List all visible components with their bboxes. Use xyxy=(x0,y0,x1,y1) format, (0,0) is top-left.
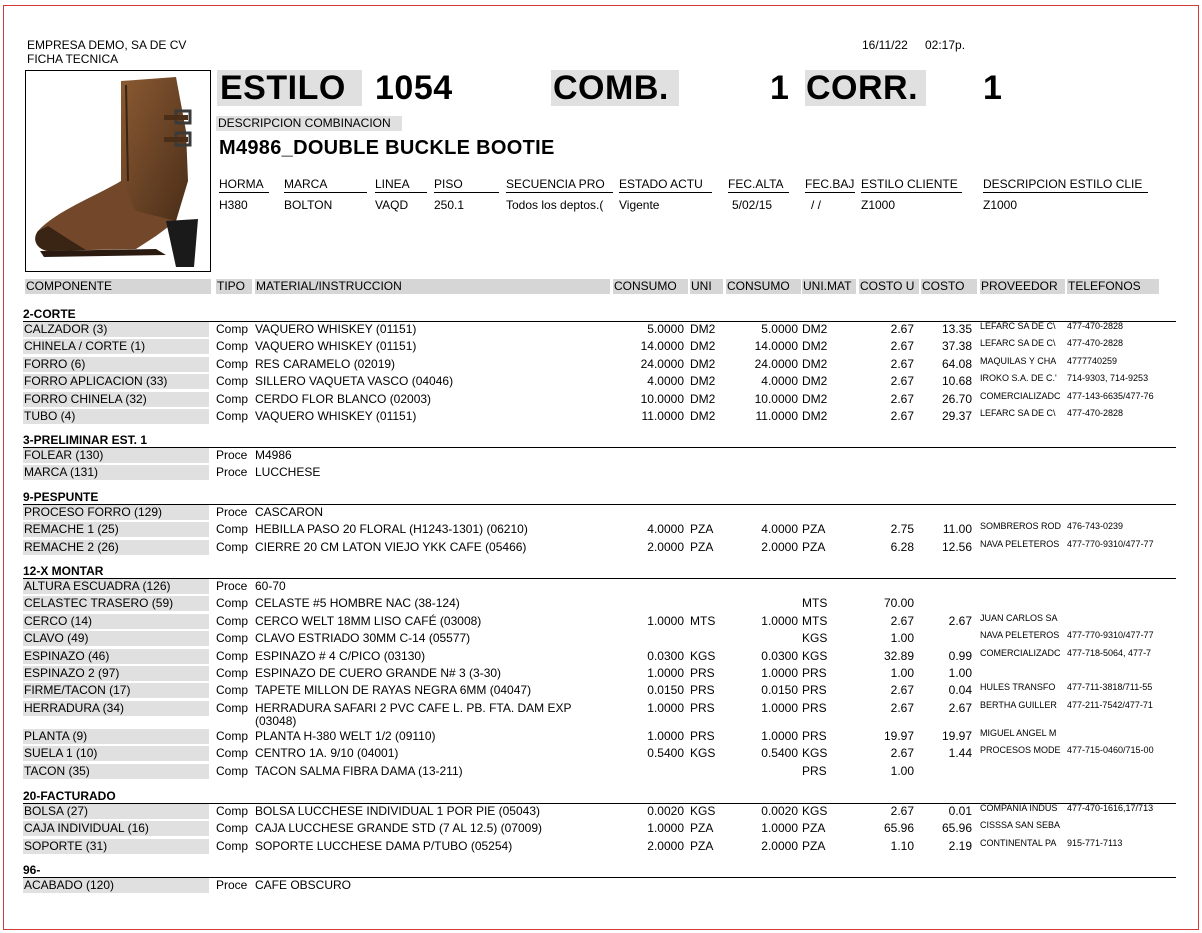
cell-c2: 11.0000 xyxy=(755,409,798,423)
column-header: COSTO U xyxy=(859,279,919,294)
cell-u1: KGS xyxy=(690,746,716,761)
cell-u1: MTS xyxy=(690,613,716,628)
cell-tipo: Proce xyxy=(216,448,248,462)
cell-c1: 5.0000 xyxy=(647,322,684,336)
description-label: DESCRIPCION COMBINACION xyxy=(216,116,402,131)
cell-cu: 1.00 xyxy=(890,666,914,680)
cell-c2: 2.0000 xyxy=(761,838,798,853)
cell-cu: 2.67 xyxy=(890,339,914,354)
cell-cu: 1.10 xyxy=(890,838,914,853)
cell-prov: LEFARC SA DE C\ xyxy=(980,338,1056,349)
cell-mat: CAFE OBSCURO xyxy=(255,878,352,892)
cell-u2: PZA xyxy=(802,838,826,853)
cell-prov: LEFARC SA DE C\ xyxy=(980,408,1056,418)
cell-co: 10.68 xyxy=(941,374,972,389)
cell-prov: NAVA PELETEROS xyxy=(980,538,1060,549)
info-value: Z1000 xyxy=(861,198,896,212)
cell-comp: BOLSA (27) xyxy=(23,804,209,819)
cell-tel: 477-770-9310/477-77 xyxy=(1067,630,1154,641)
cell-u2: DM2 xyxy=(802,339,828,354)
cell-co: 1.00 xyxy=(948,666,972,680)
info-header: SECUENCIA PRO xyxy=(506,177,613,193)
cell-c1: 0.5400 xyxy=(647,746,684,761)
cell-u2: PRS xyxy=(802,666,827,680)
cell-c2: 2.0000 xyxy=(761,539,798,554)
cell-tipo: Comp xyxy=(216,339,249,354)
cell-mat: CASCARON xyxy=(255,505,324,519)
cell-tipo: Proce xyxy=(216,579,248,593)
cell-tel: 477-470-2828 xyxy=(1067,338,1124,349)
cell-u1: DM2 xyxy=(690,409,716,423)
cell-tel: 477-470-2828 xyxy=(1067,321,1124,331)
column-header: TIPO xyxy=(216,279,252,294)
cell-comp: PROCESO FORRO (129) xyxy=(23,505,209,520)
cell-mat: TAPETE MILLON DE RAYAS NEGRA 6MM (04047) xyxy=(255,683,532,698)
cell-c1: 1.0000 xyxy=(647,666,684,680)
cell-c1: 14.0000 xyxy=(640,339,684,354)
cell-mat: CAJA LUCCHESE GRANDE STD (7 AL 12.5) (07009) xyxy=(255,821,542,836)
cell-c1: 2.0000 xyxy=(647,838,684,853)
cell-comp: MARCA (131) xyxy=(23,465,209,480)
estilo-label: ESTILO xyxy=(217,70,362,106)
cell-u2: KGS xyxy=(802,746,828,761)
cell-mat: TACON SALMA FIBRA DAMA (13-211) xyxy=(255,763,463,778)
cell-u1: KGS xyxy=(690,804,716,818)
cell-u2: PRS xyxy=(802,763,827,778)
cell-u1: DM2 xyxy=(690,391,716,406)
cell-co: 2.67 xyxy=(948,613,972,628)
info-value: Todos los deptos.( xyxy=(506,198,604,212)
cell-c2: 0.0150 xyxy=(761,683,798,698)
cell-mat: HERRADURA SAFARI 2 PVC CAFE L. PB. FTA. DAM EXP xyxy=(255,700,572,715)
cell-mat: ESPINAZO DE CUERO GRANDE N# 3 (3-30) xyxy=(255,666,502,680)
cell-mat: VAQUERO WHISKEY (01151) xyxy=(255,339,417,354)
cell-co: 64.08 xyxy=(941,356,972,371)
cell-mat: ESPINAZO # 4 C/PICO (03130) xyxy=(255,648,426,663)
cell-c2: 0.0020 xyxy=(761,804,798,818)
info-value: BOLTON xyxy=(284,198,333,212)
cell-prov: HULES TRANSFO xyxy=(980,682,1056,693)
cell-tipo: Comp xyxy=(216,700,249,715)
cell-u1: PZA xyxy=(690,522,714,537)
corr-label: CORR. xyxy=(805,70,926,106)
cell-u2: DM2 xyxy=(802,374,828,389)
info-value: Vigente xyxy=(619,198,660,212)
cell-u1: DM2 xyxy=(690,356,716,371)
cell-u2: PZA xyxy=(802,522,826,537)
cell-comp: FORRO CHINELA (32) xyxy=(23,392,209,407)
cell-tipo: Comp xyxy=(216,648,249,663)
info-header: FEC.BAJ xyxy=(805,177,855,191)
cell-u1: PRS xyxy=(690,728,715,743)
info-header: HORMA xyxy=(219,177,269,193)
description-value: M4986_DOUBLE BUCKLE BOOTIE xyxy=(219,137,555,159)
cell-u1: PZA xyxy=(690,539,714,554)
cell-co: 2.19 xyxy=(948,838,972,853)
cell-cu: 2.67 xyxy=(890,322,914,336)
cell-cu: 2.67 xyxy=(890,374,914,389)
cell-comp: ACABADO (120) xyxy=(23,878,209,893)
column-header: CONSUMO xyxy=(726,279,801,294)
cell-c2: 1.0000 xyxy=(761,666,798,680)
cell-u2: DM2 xyxy=(802,391,828,406)
cell-co: 11.00 xyxy=(942,522,972,537)
cell-prov: MAQUILAS Y CHA xyxy=(980,355,1057,366)
cell-comp: FIRME/TACON (17) xyxy=(23,683,209,698)
cell-tipo: Comp xyxy=(216,838,249,853)
cell-u2: KGS xyxy=(802,631,828,646)
cell-mat: CENTRO 1A. 9/10 (04001) xyxy=(255,746,399,761)
info-value: 5/02/15 xyxy=(732,198,773,212)
cell-comp: CAJA INDIVIDUAL (16) xyxy=(23,821,209,836)
column-header: UNI.MAT xyxy=(802,279,856,294)
info-value: 250.1 xyxy=(434,198,465,212)
column-header: CONSUMO xyxy=(613,279,688,294)
column-header: MATERIAL/INSTRUCCION xyxy=(255,279,610,294)
cell-prov: CISSSA SAN SEBA xyxy=(980,820,1061,831)
section-title: 3-PRELIMINAR EST. 1 xyxy=(23,433,148,447)
column-header: TELEFONOS xyxy=(1067,279,1159,294)
cell-comp: TACON (35) xyxy=(23,764,209,779)
cell-tipo: Comp xyxy=(216,631,249,646)
cell-mat: SOPORTE LUCCHESE DAMA P/TUBO (05254) xyxy=(255,838,513,853)
cell-prov: MIGUEL ANGEL M xyxy=(980,727,1057,738)
cell-u1: PZA xyxy=(690,838,714,853)
cell-prov: COMERCIALIZADC xyxy=(980,647,1061,658)
cell-tipo: Comp xyxy=(216,666,249,680)
cell-cu: 2.67 xyxy=(890,804,914,818)
cell-co: 19.97 xyxy=(941,728,972,743)
cell-comp: CELASTEC TRASERO (59) xyxy=(23,596,209,611)
cell-tipo: Comp xyxy=(216,596,249,611)
boot-image xyxy=(26,71,211,272)
cell-mat: M4986 xyxy=(255,448,292,462)
cell-mat: LUCCHESE xyxy=(255,465,321,480)
cell-co: 12.56 xyxy=(941,539,972,554)
report-time: 02:17p. xyxy=(925,38,966,52)
cell-mat: VAQUERO WHISKEY (01151) xyxy=(255,409,417,423)
cell-comp: SUELA 1 (10) xyxy=(23,746,209,761)
cell-tel: 477-470-1616,17/713 xyxy=(1067,803,1154,813)
cell-tipo: Comp xyxy=(216,746,249,761)
cell-co: 1.44 xyxy=(948,746,972,761)
cell-cu: 70.00 xyxy=(883,596,914,611)
cell-c1: 1.0000 xyxy=(647,821,684,836)
cell-tipo: Comp xyxy=(216,728,249,743)
cell-mat: SILLERO VAQUETA VASCO (04046) xyxy=(255,374,454,389)
cell-c2: 1.0000 xyxy=(761,821,798,836)
cell-mat: CELASTE #5 HOMBRE NAC (38-124) xyxy=(255,596,460,611)
cell-cu: 1.00 xyxy=(890,631,914,646)
cell-c1: 1.0000 xyxy=(647,700,684,715)
cell-c1: 0.0020 xyxy=(647,804,684,818)
cell-u1: PRS xyxy=(690,666,715,680)
cell-co: 2.67 xyxy=(948,700,972,715)
cell-tipo: Comp xyxy=(216,522,249,537)
info-value: Z1000 xyxy=(983,198,1018,212)
cell-tel: 477-715-0460/715-00 xyxy=(1067,745,1154,756)
cell-comp: CLAVO (49) xyxy=(23,631,209,646)
cell-comp: CERCO (14) xyxy=(23,614,209,629)
cell-comp: ALTURA ESCUADRA (126) xyxy=(23,579,209,594)
company-name: EMPRESA DEMO, SA DE CV xyxy=(27,38,187,52)
info-value: VAQD xyxy=(375,198,409,212)
cell-c1: 0.0300 xyxy=(647,648,684,663)
cell-tipo: Comp xyxy=(216,613,249,628)
comb-value: 1 xyxy=(770,69,790,107)
estilo-value: 1054 xyxy=(375,69,453,107)
column-header: PROVEEDOR xyxy=(980,279,1065,294)
cell-u2: PRS xyxy=(802,700,827,715)
cell-prov: SOMBREROS ROD xyxy=(980,521,1062,532)
cell-u2: MTS xyxy=(802,596,828,611)
cell-c2: 24.0000 xyxy=(754,356,798,371)
info-header: FEC.ALTA xyxy=(728,177,789,193)
cell-c1: 1.0000 xyxy=(647,728,684,743)
cell-tipo: Proce xyxy=(216,878,248,892)
cell-comp: ESPINAZO (46) xyxy=(23,649,209,664)
cell-cu: 1.00 xyxy=(890,763,914,778)
section-title: 20-FACTURADO xyxy=(23,789,116,803)
cell-tel: 4777740259 xyxy=(1067,355,1118,366)
cell-u2: PRS xyxy=(802,683,827,698)
cell-cu: 2.67 xyxy=(890,746,914,761)
cell-mat-continued: (03048) xyxy=(255,713,297,728)
info-value: / / xyxy=(811,198,822,212)
cell-c1: 10.0000 xyxy=(640,391,684,406)
cell-c1: 1.0000 xyxy=(647,613,684,628)
column-header: UNI xyxy=(690,279,723,294)
cell-prov: CONTINENTAL PA xyxy=(980,837,1057,848)
cell-tel: 477-770-9310/477-77 xyxy=(1067,538,1154,549)
cell-prov: BERTHA GUILLER xyxy=(980,699,1057,710)
cell-co: 0.01 xyxy=(948,804,972,818)
cell-cu: 2.67 xyxy=(890,409,914,423)
cell-tipo: Proce xyxy=(216,465,248,480)
info-value: H380 xyxy=(219,198,248,212)
cell-c2: 1.0000 xyxy=(761,613,798,628)
cell-mat: VAQUERO WHISKEY (01151) xyxy=(255,322,417,336)
cell-comp: SOPORTE (31) xyxy=(23,839,209,854)
section-title: 2-CORTE xyxy=(23,307,76,321)
cell-co: 29.37 xyxy=(941,409,972,423)
cell-cu: 6.28 xyxy=(890,539,914,554)
cell-u2: MTS xyxy=(802,613,828,628)
cell-prov: IROKO S.A. DE C.' xyxy=(980,373,1057,384)
cell-cu: 65.96 xyxy=(883,821,914,836)
cell-c2: 4.0000 xyxy=(761,522,798,537)
cell-mat: CIERRE 20 CM LATON VIEJO YKK CAFE (05466) xyxy=(255,539,527,554)
cell-mat: CERCO WELT 18MM LISO CAFÉ (03008) xyxy=(255,613,482,628)
cell-u1: DM2 xyxy=(690,374,716,389)
cell-u2: DM2 xyxy=(802,322,828,336)
cell-co: 65.96 xyxy=(941,821,972,836)
product-photo xyxy=(25,70,211,272)
cell-u1: DM2 xyxy=(690,339,716,354)
report-date: 16/11/22 xyxy=(862,38,908,52)
cell-tel: 477-470-2828 xyxy=(1067,408,1124,418)
cell-c2: 1.0000 xyxy=(761,728,798,743)
cell-comp: PLANTA (9) xyxy=(23,729,209,744)
cell-tel: 915-771-7113 xyxy=(1067,837,1123,848)
cell-tel: 477-143-6635/477-76 xyxy=(1067,390,1154,401)
cell-comp: REMACHE 2 (26) xyxy=(23,540,209,555)
cell-cu: 2.67 xyxy=(890,683,914,698)
cell-co: 0.99 xyxy=(948,648,972,663)
column-header: COSTO xyxy=(921,279,977,294)
cell-tel: 476-743-0239 xyxy=(1067,521,1124,532)
cell-u2: KGS xyxy=(802,804,828,818)
cell-u2: PZA xyxy=(802,821,826,836)
cell-tel: 477-718-5064, 477-7 xyxy=(1067,647,1152,658)
cell-tipo: Comp xyxy=(216,391,249,406)
cell-mat: HEBILLA PASO 20 FLORAL (H1243-1301) (06210) xyxy=(255,522,528,537)
cell-c1: 4.0000 xyxy=(647,522,684,537)
cell-u2: KGS xyxy=(802,648,828,663)
cell-comp: FOLEAR (130) xyxy=(23,448,209,463)
cell-comp: CALZADOR (3) xyxy=(23,322,209,337)
cell-comp: REMACHE 1 (25) xyxy=(23,522,209,537)
document-type: FICHA TECNICA xyxy=(27,52,119,66)
cell-u2: DM2 xyxy=(802,409,828,423)
cell-c2: 0.5400 xyxy=(761,746,798,761)
cell-mat: 60-70 xyxy=(255,579,286,593)
cell-cu: 2.67 xyxy=(890,391,914,406)
cell-mat: CERDO FLOR BLANCO (02003) xyxy=(255,391,432,406)
cell-co: 37.38 xyxy=(941,339,972,354)
cell-tel: 714-9303, 714-9253 xyxy=(1067,373,1149,384)
cell-tipo: Proce xyxy=(216,505,248,519)
cell-co: 13.35 xyxy=(941,322,972,336)
cell-c2: 0.0300 xyxy=(761,648,798,663)
cell-prov: COMPANIA INDUS xyxy=(980,803,1058,813)
cell-prov: NAVA PELETEROS xyxy=(980,630,1060,641)
info-header: DESCRIPCION ESTILO CLIE xyxy=(983,177,1148,193)
cell-cu: 19.97 xyxy=(883,728,914,743)
info-header: ESTADO ACTU xyxy=(619,177,712,193)
section-title: 9-PESPUNTE xyxy=(23,490,99,504)
cell-mat: CLAVO ESTRIADO 30MM C-14 (05577) xyxy=(255,631,471,646)
cell-tel: 477-211-7542/477-71 xyxy=(1067,699,1153,710)
cell-comp: HERRADURA (34) xyxy=(23,701,209,716)
cell-prov: COMERCIALIZADC xyxy=(980,390,1061,401)
section-title: 12-X MONTAR xyxy=(23,564,104,578)
cell-u2: PZA xyxy=(802,539,826,554)
comb-label: COMB. xyxy=(551,70,679,106)
cell-c1: 11.0000 xyxy=(641,409,684,423)
cell-tipo: Comp xyxy=(216,804,249,818)
cell-u1: PZA xyxy=(690,821,714,836)
cell-comp: ESPINAZO 2 (97) xyxy=(23,666,209,681)
cell-u1: PRS xyxy=(690,700,715,715)
cell-cu: 2.67 xyxy=(890,356,914,371)
cell-tel: 477-711-3818/711-55 xyxy=(1067,682,1153,693)
cell-c1: 2.0000 xyxy=(647,539,684,554)
cell-tipo: Comp xyxy=(216,374,249,389)
cell-comp: FORRO APLICACION (33) xyxy=(23,374,209,389)
info-header: MARCA xyxy=(284,177,367,193)
cell-tipo: Comp xyxy=(216,539,249,554)
cell-mat: PLANTA H-380 WELT 1/2 (09110) xyxy=(255,728,436,743)
cell-prov: LEFARC SA DE C\ xyxy=(980,321,1056,331)
info-header: PISO xyxy=(434,177,499,193)
cell-c2: 1.0000 xyxy=(761,700,798,715)
cell-c1: 0.0150 xyxy=(647,683,684,698)
cell-cu: 2.67 xyxy=(890,613,914,628)
cell-mat: BOLSA LUCCHESE INDIVIDUAL 1 POR PIE (05043) xyxy=(255,804,540,818)
cell-cu: 2.75 xyxy=(890,522,914,537)
cell-c2: 4.0000 xyxy=(761,374,798,389)
cell-tipo: Comp xyxy=(216,356,249,371)
cell-comp: FORRO (6) xyxy=(23,357,209,372)
cell-co: 0.04 xyxy=(948,683,972,698)
cell-prov: PROCESOS MODE xyxy=(980,745,1061,756)
cell-c2: 14.0000 xyxy=(754,339,798,354)
cell-u2: DM2 xyxy=(802,356,828,371)
cell-u1: PRS xyxy=(690,683,715,698)
cell-c2: 10.0000 xyxy=(754,391,798,406)
cell-tipo: Comp xyxy=(216,763,249,778)
cell-c1: 24.0000 xyxy=(640,356,684,371)
cell-comp: CHINELA / CORTE (1) xyxy=(23,339,209,354)
cell-tipo: Comp xyxy=(216,322,249,336)
cell-tipo: Comp xyxy=(216,409,249,423)
cell-cu: 2.67 xyxy=(890,700,914,715)
cell-cu: 32.89 xyxy=(883,648,914,663)
cell-u2: PRS xyxy=(802,728,827,743)
info-header: ESTILO CLIENTE xyxy=(861,177,962,193)
info-header: LINEA xyxy=(375,177,427,193)
cell-mat: RES CARAMELO (02019) xyxy=(255,356,396,371)
column-header: COMPONENTE xyxy=(25,279,211,294)
cell-comp: TUBO (4) xyxy=(23,409,209,424)
cell-co: 26.70 xyxy=(941,391,972,406)
cell-c2: 5.0000 xyxy=(761,322,798,336)
cell-tipo: Comp xyxy=(216,821,249,836)
cell-prov: JUAN CARLOS SA xyxy=(980,612,1058,623)
cell-tipo: Comp xyxy=(216,683,249,698)
section-title: 96- xyxy=(23,863,41,877)
cell-c1: 4.0000 xyxy=(647,374,684,389)
cell-u1: KGS xyxy=(690,648,716,663)
cell-u1: DM2 xyxy=(690,322,716,336)
corr-value: 1 xyxy=(983,69,1003,107)
